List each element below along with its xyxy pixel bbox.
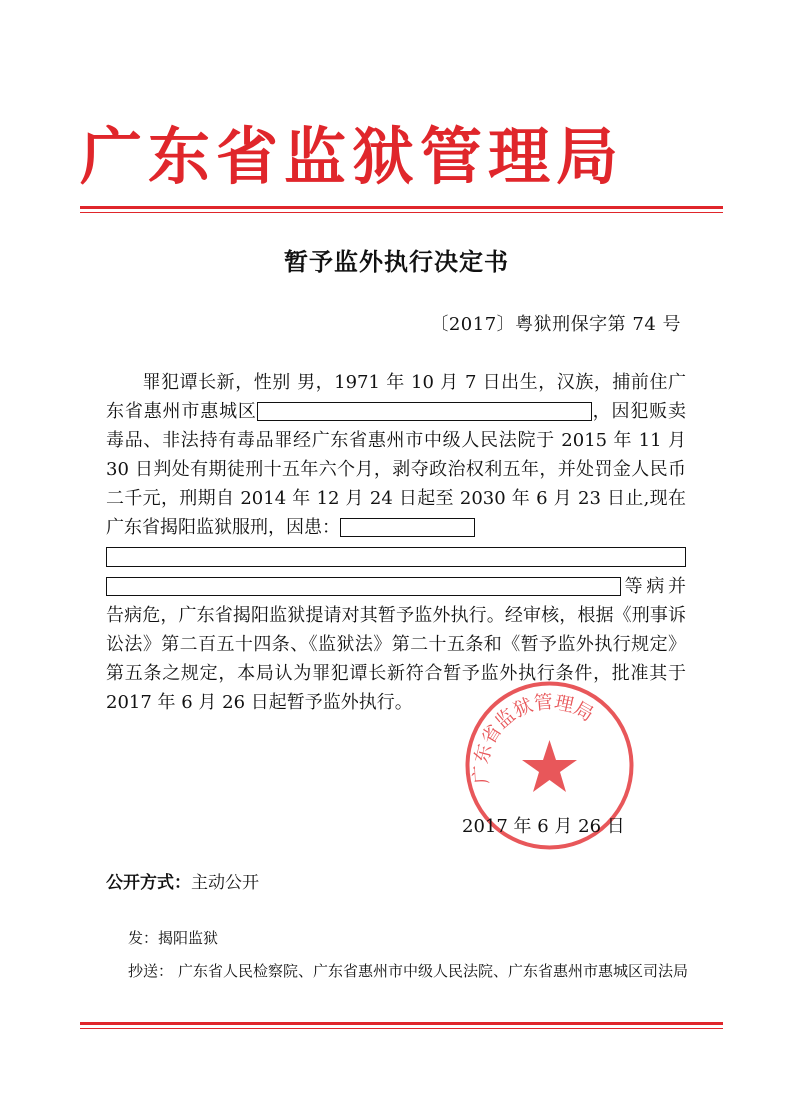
document-number: 〔2017〕粤狱刑保字第 74 号	[430, 314, 681, 335]
footer-rule-thick	[80, 1022, 723, 1025]
redaction-box	[257, 402, 592, 421]
redaction-box	[106, 577, 621, 596]
header-rule-thick	[80, 206, 723, 209]
header-rule-thin	[80, 212, 723, 213]
disclosure-value: 主动公开	[191, 873, 259, 893]
cc-line	[128, 957, 698, 986]
document-title: 暂予监外执行决定书	[284, 248, 509, 276]
body-paragraph-part2: ，因犯贩卖毒品、非法持有毒品罪经广东省惠州市中级人民法院于 2015 年 11 月 30 日判处有期徒刑十五年六个月，剥夺政治权利五年，并处罚金人民币二千元，刑期自 2014 年 12 月 24 日起至 2030 年 6 月 23 日止,现在广东省揭阳监狱服刑，因患：	[106, 401, 687, 538]
send-line	[128, 927, 218, 948]
body-paragraph-part3: 等病并告病危，广东省揭阳监狱提请对其暂予监外执行。经审核，根据《刑事诉讼法》第二百五十四条、《监狱法》第二十五条和《暂予监外执行规定》第五条之规定，本局认为罪犯谭长新符合暂予监外执行条件，批准其于 2017 年 6 月 26 日起暂予监外执行。	[106, 576, 686, 713]
body-paragraph-part1: 罪犯谭长新，性别 男，1971 年 10 月 7 日出生，汉族，捕前住广东省惠州市惠城区	[106, 372, 686, 422]
redaction-box	[106, 547, 686, 567]
cc-label: 抄送：	[128, 962, 174, 980]
footer-rule-thin	[80, 1028, 723, 1029]
document-date: 2017 年 6 月 26 日	[462, 816, 625, 837]
seal-text: 广东省监狱管理局	[470, 691, 598, 785]
send-value: 揭阳监狱	[158, 929, 219, 947]
disclosure-label: 公开方式：	[106, 873, 191, 893]
redaction-box	[340, 518, 475, 537]
cc-value: 广东省人民检察院、广东省惠州市中级人民法院、广东省惠州市惠城区司法局	[178, 962, 689, 980]
send-label: 发：	[128, 929, 159, 947]
disclosure-line	[106, 868, 259, 893]
svg-text:广东省监狱管理局	[470, 691, 597, 785]
header-organization-title: 广东省监狱管理局	[80, 120, 625, 193]
document-body	[106, 368, 686, 717]
